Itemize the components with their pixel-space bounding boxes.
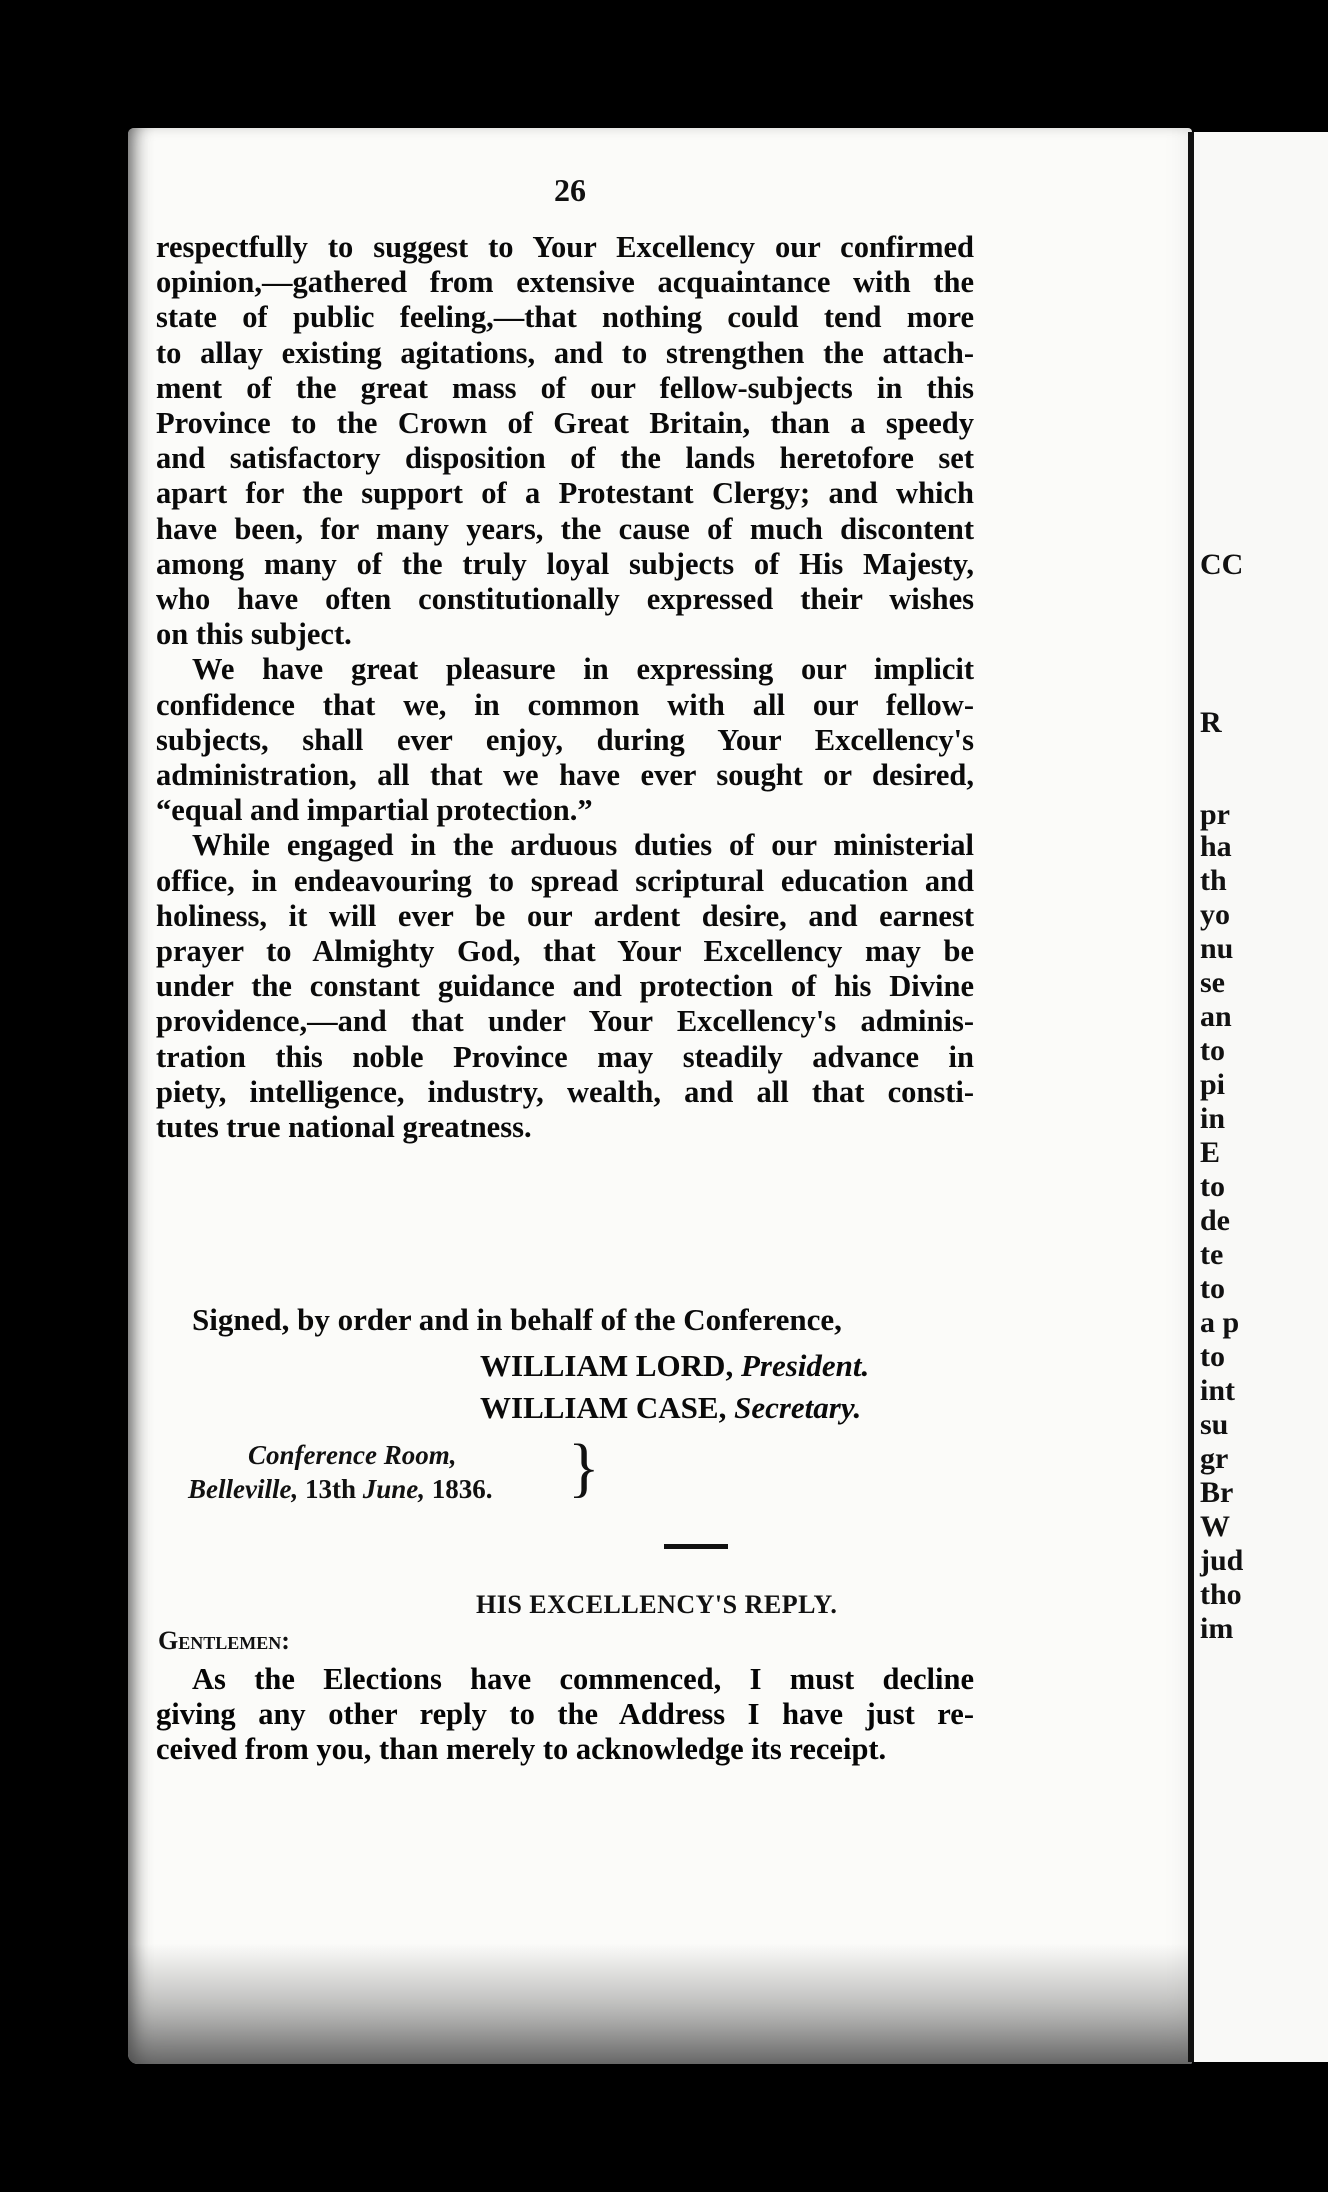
facing-page-fragment: tho [1200, 1578, 1242, 1611]
facing-page-fragment: se [1200, 966, 1225, 999]
facing-page-fragment: Br [1200, 1476, 1234, 1509]
signatory-secretary [480, 1390, 1060, 1426]
text-line: on this subject. [156, 617, 352, 652]
facing-page-fragment: nu [1200, 932, 1234, 965]
text-line: administration, all that we have ever sought or desired, [156, 758, 974, 793]
signatory-title: President. [740, 1348, 870, 1383]
signatory-name: WILLIAM CASE, [480, 1390, 727, 1425]
section-divider [664, 1544, 728, 1549]
facing-page-fragment: a p [1200, 1306, 1240, 1339]
signatory-title: Secretary. [734, 1390, 862, 1425]
text-line: tration this noble Province may steadily advance in [156, 1039, 974, 1074]
place-room: Conference Room, [248, 1440, 457, 1470]
place-year: 1836. [431, 1474, 493, 1504]
place-and-date [188, 1438, 748, 1506]
text-line: ment of the great mass of our fellow-subjects in this [156, 370, 974, 405]
text-line: providence,—and that under Your Excellency's adminis- [156, 1004, 974, 1039]
facing-page-fragment: W [1200, 1510, 1230, 1543]
place-day: 13th [304, 1474, 356, 1504]
right-page-edge [1188, 132, 1328, 2062]
facing-page-fragment: to [1200, 1034, 1225, 1067]
facing-page-fragment: int [1200, 1374, 1236, 1407]
text-line: Province to the Crown of Great Britain, than a speedy [156, 406, 974, 441]
text-line: opinion,—gathered from extensive acquaintance with the [156, 265, 974, 300]
facing-page-fragment: jud [1200, 1544, 1244, 1577]
facing-page-fragment: an [1200, 1000, 1232, 1033]
place-month: June, [362, 1474, 425, 1504]
text-line: who have often constitutionally expressed their wishes [156, 582, 974, 617]
signed-line: Signed, by order and in behalf of the Conference, [192, 1302, 842, 1337]
text-line: respectfully to suggest to Your Excellency our confirmed [156, 230, 974, 264]
text-line: We have great pleasure in expressing our implicit [192, 652, 974, 687]
reply-body [156, 1662, 974, 1768]
text-line: tutes true national greatness. [156, 1110, 532, 1145]
text-line: apart for the support of a Protestant Clergy; and which [156, 476, 974, 511]
facing-page-fragment: in [1200, 1102, 1226, 1135]
facing-page-fragment: to [1200, 1170, 1225, 1203]
facing-page-fragment: pi [1200, 1068, 1226, 1101]
text-line: have been, for many years, the cause of much discontent [156, 511, 974, 546]
text-line: state of public feeling,—that nothing could tend more [156, 300, 974, 335]
facing-page-fragment: yo [1200, 898, 1230, 931]
address-body [156, 230, 974, 1145]
text-line: As the Elections have commenced, I must decline [192, 1662, 974, 1696]
facing-page-fragment: gr [1200, 1442, 1229, 1475]
facing-page-fragment: CC [1200, 548, 1244, 581]
text-line: While engaged in the arduous duties of our ministerial [192, 828, 974, 863]
facing-page-fragment: to [1200, 1340, 1225, 1373]
facing-page-fragment: to [1200, 1272, 1225, 1305]
place-date-line [188, 1472, 748, 1506]
text-line: office, in endeavouring to spread scriptural education and [156, 863, 974, 898]
signatory-president [480, 1348, 1060, 1384]
facing-page-fragment: E [1200, 1136, 1221, 1169]
facing-page-fragment: th [1200, 864, 1227, 897]
page-shadow [128, 1944, 1192, 2064]
facing-page-fragment: R [1200, 706, 1222, 739]
signatory-name: WILLIAM LORD, [480, 1348, 734, 1383]
facing-page-fragment: de [1200, 1204, 1230, 1237]
text-line: and satisfactory disposition of the lands heretofore set [156, 441, 974, 476]
text-line: “equal and impartial protection.” [156, 793, 593, 828]
text-line: giving any other reply to the Address I have just re- [156, 1697, 974, 1732]
text-line: confidence that we, in common with all our fellow- [156, 687, 974, 722]
facing-page-fragment: ha [1200, 830, 1232, 863]
text-line: subjects, shall ever enjoy, during Your Excellency's [156, 722, 974, 757]
text-line: ceived from you, than merely to acknowledge its receipt. [156, 1732, 887, 1767]
text-line: to allay existing agitations, and to strengthen the attach- [156, 335, 974, 370]
salutation: Gentlemen: [158, 1626, 290, 1655]
text-line: under the constant guidance and protection of his Divine [156, 969, 974, 1004]
facing-page-fragment: pr [1200, 798, 1230, 831]
text-line: prayer to Almighty God, that Your Excellency may be [156, 934, 974, 969]
place-town: Belleville, [188, 1474, 299, 1504]
brace-glyph: } [568, 1431, 600, 1504]
facing-page-fragment: te [1200, 1238, 1224, 1271]
text-line: piety, intelligence, industry, wealth, and all that consti- [156, 1074, 974, 1109]
reply-heading: HIS EXCELLENCY'S REPLY. [476, 1590, 838, 1619]
text-line: holiness, it will ever be our ardent desire, and earnest [156, 898, 974, 933]
page-number: 26 [554, 172, 586, 208]
facing-page-fragment: im [1200, 1612, 1234, 1645]
text-line: among many of the truly loyal subjects of His Majesty, [156, 546, 974, 581]
facing-page-fragment: su [1200, 1408, 1229, 1441]
